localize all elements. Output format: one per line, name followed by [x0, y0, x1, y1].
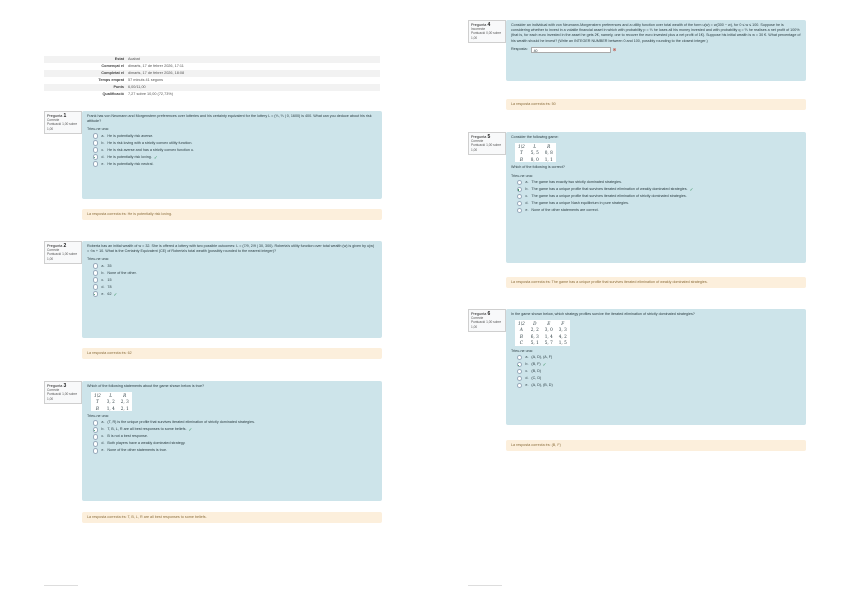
radio-button[interactable] — [517, 194, 522, 199]
answer-option[interactable] — [511, 186, 801, 193]
answer-option[interactable] — [87, 161, 377, 168]
answer-label: Trieu-ne una: — [87, 257, 109, 262]
summary-value: 7,27 sobre 10,00 (72,73%) — [128, 91, 173, 96]
question-info — [468, 309, 506, 332]
option-text: T, B, L, R are all best responses to some beliefs. — [107, 427, 187, 432]
summary-row — [44, 56, 380, 63]
answer-label: Trieu-ne una: — [87, 414, 109, 419]
payoff-row — [515, 339, 570, 345]
radio-button[interactable] — [517, 362, 522, 367]
payoff-header-cell: 1\2 — [518, 143, 525, 149]
option-letter: c. — [101, 277, 105, 282]
answer-option[interactable] — [511, 368, 801, 375]
payoff-header-cell: 1\2 — [94, 392, 101, 398]
radio-selected-dot — [94, 430, 95, 431]
question-feedback: La resposta correcta és: 50 — [506, 99, 806, 110]
payoff-header-cell: F — [561, 320, 565, 326]
option-text: He is risk loving with a strictly convex utility function. — [107, 140, 193, 145]
question-points: Puntuació 1,00 sobre 1,00 — [471, 320, 502, 329]
option-text: Both players have a weakly dominated strategy. — [107, 441, 186, 446]
option-letter: e. — [101, 291, 105, 296]
answer-option[interactable] — [511, 354, 801, 361]
radio-button[interactable] — [93, 427, 98, 432]
option-text: The game has a unique profile that survives iterated elimination of weakly dominated strategies. — [531, 186, 688, 191]
option-letter: d. — [101, 154, 105, 159]
question-info — [468, 20, 506, 43]
option-text: He is potentially risk averse. — [107, 133, 154, 138]
payoff-cell: 3, 0 — [544, 327, 553, 333]
answer-label: Trieu-ne una: — [511, 348, 533, 353]
summary-value: dimarts, 17 de febrer 2026, 18:08 — [126, 70, 380, 77]
radio-selected-dot — [518, 189, 519, 190]
summary-row — [44, 84, 380, 91]
answer-option[interactable] — [87, 147, 377, 154]
question-status: Correcte — [471, 315, 484, 320]
question-prompt: Frank has von Neumann and Morgenstern preferences over lotteries and his certainty equivalent for the lottery L = (⅓, ⅔ | 0, 1600) is 400. What can you deduce about his risk attitude? — [87, 114, 372, 124]
radio-button[interactable] — [93, 291, 98, 296]
option-text: He is risk averse and has a strictly convex function u. — [107, 147, 195, 152]
payoff-header-cell: E — [547, 320, 551, 326]
check-icon: ✓ — [188, 427, 193, 433]
question-feedback: La resposta correcta és: He is potentially risk loving. — [82, 209, 382, 220]
radio-button[interactable] — [93, 420, 98, 425]
question-number-label: Pregunta 2 — [47, 242, 67, 249]
payoff-cell: 3, 2 — [106, 399, 115, 405]
option-text: 15 — [107, 277, 112, 282]
option-text: The game has exactly two strictly dominated strategies. — [531, 179, 622, 184]
radio-button[interactable] — [93, 140, 98, 145]
payoff-row-label: B — [95, 405, 99, 411]
radio-button[interactable] — [517, 369, 522, 374]
answer-option[interactable] — [511, 375, 801, 382]
option-letter: a. — [101, 263, 105, 268]
answer-option[interactable] — [87, 427, 377, 434]
radio-button[interactable] — [93, 441, 98, 446]
radio-button[interactable] — [93, 448, 98, 453]
option-text: None of the other. — [107, 270, 137, 275]
summary-key: Estat — [44, 56, 126, 63]
radio-button[interactable] — [93, 147, 98, 152]
summary-row — [44, 70, 380, 77]
question-status: Incorrecte — [471, 26, 486, 31]
question-number: 3 — [63, 382, 67, 389]
option-text: The game has a unique profile that survives iterated elimination of strictly dominated strategies. — [531, 193, 687, 198]
radio-button[interactable] — [93, 133, 98, 138]
payoff-row-label: T — [519, 150, 523, 156]
summary-value: 6,00/11,00 — [126, 84, 380, 91]
answer-option[interactable] — [511, 382, 801, 389]
option-letter: e. — [525, 207, 529, 212]
radio-selected-dot — [94, 157, 95, 158]
payoff-header-cell: D — [533, 320, 537, 326]
check-icon: ✓ — [153, 154, 158, 160]
question-content — [82, 381, 382, 501]
payoff-row-label: B — [519, 156, 523, 162]
option-text: He is potentially risk neutral. — [107, 161, 154, 166]
option-letter: c. — [525, 193, 529, 198]
question-status: Correcte — [47, 387, 60, 392]
payoff-row-label: A — [519, 327, 523, 333]
payoff-cell: 4, 2 — [558, 333, 567, 339]
payoff-row-label: T — [95, 399, 99, 405]
option-letter: a. — [525, 354, 529, 359]
answer-option[interactable] — [511, 200, 801, 207]
option-text: 62 — [107, 291, 112, 296]
option-letter: e. — [101, 161, 105, 166]
summary-value: 57 minuts 41 segons — [128, 77, 164, 82]
question-status: Correcte — [471, 138, 484, 143]
option-text: He is potentially risk loving. — [107, 154, 152, 159]
question-number: 2 — [63, 242, 67, 249]
summary-value: Acabat — [126, 56, 380, 63]
answer-option[interactable] — [511, 193, 801, 200]
radio-button[interactable] — [93, 263, 98, 268]
question-number-label: Pregunta 4 — [471, 21, 491, 28]
payoff-cell: 1, 1 — [544, 156, 553, 162]
answer-option[interactable] — [87, 277, 377, 284]
payoff-matrix — [515, 320, 570, 346]
payoff-cell: 5, 7 — [544, 339, 553, 345]
summary-key: Completat el — [44, 70, 126, 77]
payoff-cell: 8, 0 — [530, 156, 539, 162]
answer-option[interactable] — [511, 207, 801, 214]
answer-option[interactable] — [87, 263, 377, 270]
question-number-label: Pregunta 3 — [47, 382, 67, 389]
answer-label: Trieu-ne una: — [511, 173, 533, 178]
question-points: Puntuació 1,00 sobre 1,00 — [47, 252, 78, 261]
page-right — [424, 0, 848, 600]
payoff-cell: 5, 1 — [530, 339, 539, 345]
check-icon: ✓ — [689, 186, 694, 192]
payoff-cell: 3, 3 — [558, 327, 567, 333]
answer-option[interactable] — [511, 361, 801, 368]
option-letter: b. — [525, 186, 529, 191]
option-text: (T, R) is the unique profile that survives iterated elimination of strictly dominated strategies. — [107, 420, 255, 425]
answer-option[interactable] — [87, 140, 377, 147]
attempt-summary — [44, 56, 380, 98]
question-prompt: Roberta has an initial wealth of w = 32. She is offered a lottery with two possible outcomes: L = (7/9, 2/9 | 30, 300). Roberta's utility function over total wealth (w) is given by u(w) = √w + 10. What is the Certainty Equivalent (CE) of Roberta's total wealth (possibly rounded to the nearest integer)? — [87, 244, 375, 254]
question-number: 6 — [487, 310, 491, 317]
answer-input[interactable]: 40 — [531, 47, 611, 53]
option-letter: d. — [101, 441, 105, 446]
summary-key: Qualificació — [102, 91, 124, 96]
answer-label: Trieu-ne una: — [87, 127, 109, 132]
check-icon: ✓ — [542, 361, 547, 367]
payoff-row-label: C — [519, 339, 523, 345]
radio-button[interactable] — [93, 161, 98, 166]
payoff-row — [515, 156, 556, 162]
answer-option[interactable] — [87, 270, 377, 277]
radio-button[interactable] — [517, 201, 522, 206]
payoff-header-cell: R — [547, 143, 551, 149]
radio-button[interactable] — [517, 208, 522, 213]
answer-option[interactable] — [87, 291, 377, 298]
question-prompt: Which of the following statements about the game shown below is true? — [87, 384, 205, 388]
payoff-cell: 1, 5 — [558, 339, 567, 345]
payoff-row-label: B — [519, 333, 523, 339]
question-points: Puntuació 1,00 sobre 1,00 — [47, 122, 78, 131]
summary-row — [44, 91, 380, 98]
question-prompt: Consider an individual with von Neumann-Morgenstern preferences and a utility function over total wealth of the form u(w) = w(300 − w), for 0 ≤ w ≤ 100. Suppose he is considering whether to invest in a volatile financial asset in which with probability p = ⅓ he loses all his money invested and with probability q = ⅔ he realises a net profit of 100% (that is, for each euro invested in the asset he gets 2€, namely, one to recover the euro invested plus a net profit of 1€). Suppose his initial wealth is w = 30 €. What percentage of his wealth should he invest? (Write an INTEGER NUMBER between 0 and 100, possibly rounding to the closest integer.) — [511, 23, 801, 43]
answer-option[interactable] — [87, 441, 377, 448]
radio-selected-dot — [518, 365, 519, 366]
question-points: Puntuació 1,00 sobre 1,00 — [47, 392, 78, 401]
option-text: The game has a unique Nash equilibrium in pure strategies. — [531, 200, 629, 205]
option-letter: b. — [101, 140, 105, 145]
option-text: None of the other statements is true. — [107, 448, 168, 453]
option-letter: a. — [525, 179, 529, 184]
question-content — [506, 132, 806, 263]
payoff-matrix — [91, 392, 132, 411]
summary-row — [44, 77, 380, 84]
payoff-cell: 2, 3 — [120, 399, 129, 405]
payoff-cell: 1, 4 — [544, 333, 553, 339]
payoff-cell: 1, 4 — [106, 405, 115, 411]
answer-option[interactable] — [87, 133, 377, 140]
option-letter: c. — [101, 434, 105, 439]
question-number-label: Pregunta 6 — [471, 310, 491, 317]
page-footer-line — [468, 585, 502, 586]
radio-button[interactable] — [93, 154, 98, 159]
option-letter: b. — [101, 270, 105, 275]
payoff-cell: 6, 3 — [530, 333, 539, 339]
payoff-matrix — [515, 143, 556, 162]
question-feedback: La resposta correcta és: T, B, L, R are all best responses to some beliefs. — [82, 512, 382, 523]
summary-key: Començat el — [101, 63, 124, 68]
question-info — [44, 241, 82, 264]
question-info — [44, 381, 82, 404]
question-content — [82, 241, 382, 338]
answer-field-label: Resposta: — [511, 47, 528, 52]
radio-selected-dot — [94, 294, 95, 295]
payoff-row — [515, 150, 556, 156]
question-points: Puntuació 1,00 sobre 1,00 — [471, 143, 502, 152]
option-text: (B, F) — [531, 361, 541, 366]
question-number-label: Pregunta 1 — [47, 112, 67, 119]
option-letter: a. — [101, 133, 105, 138]
summary-value: dimarts, 17 de febrer 2026, 17:11 — [128, 63, 184, 68]
payoff-header-cell: L — [533, 143, 537, 149]
check-icon: ✓ — [113, 291, 118, 297]
answer-row — [511, 47, 801, 53]
radio-button[interactable] — [517, 187, 522, 192]
option-text: None of the other statements are correct. — [531, 207, 599, 212]
payoff-header-cell: R — [123, 392, 127, 398]
question-info — [468, 132, 506, 155]
question-content — [506, 20, 806, 81]
page-footer-line — [44, 585, 78, 586]
option-text: (A, D), (B, D) — [531, 382, 553, 387]
payoff-row — [91, 405, 132, 411]
radio-button[interactable] — [517, 376, 522, 381]
payoff-cell: 2, 1 — [120, 405, 129, 411]
question-points: Puntuació 0,00 sobre 1,00 — [471, 31, 502, 40]
answer-option[interactable] — [511, 179, 801, 186]
question-prompt: In the game shown below, which strategy profiles survive the iterated elimination of strictly dominated strategies? — [511, 312, 695, 316]
question-number: 4 — [487, 21, 491, 28]
payoff-header-cell: 1\2 — [518, 320, 525, 326]
option-letter: c. — [101, 147, 105, 152]
option-text: (A, D), (A, F) — [531, 354, 553, 359]
radio-button[interactable] — [93, 277, 98, 282]
option-text: B is not a best response. — [107, 434, 148, 439]
payoff-header-row — [515, 143, 556, 149]
question-content — [506, 309, 806, 425]
option-letter: d. — [525, 375, 529, 380]
question-status: Correcte — [47, 117, 60, 122]
question-status: Correcte — [47, 247, 60, 252]
option-text: (C, D) — [531, 375, 542, 380]
answer-option[interactable] — [87, 434, 377, 441]
summary-key: Punts — [44, 84, 126, 91]
radio-button[interactable] — [517, 355, 522, 360]
option-text: (B, D) — [531, 368, 542, 373]
option-letter: d. — [525, 200, 529, 205]
answer-option[interactable] — [87, 448, 377, 455]
question-number-label: Pregunta 5 — [471, 133, 491, 140]
radio-button[interactable] — [517, 180, 522, 185]
option-letter: e. — [525, 382, 529, 387]
radio-button[interactable] — [93, 434, 98, 439]
answer-option[interactable] — [87, 284, 377, 291]
payoff-cell: 2, 2 — [530, 327, 539, 333]
payoff-cell: 0, 8 — [544, 150, 553, 156]
question-prompt: Consider the following game: — [511, 135, 559, 139]
payoff-cell: 5, 5 — [530, 150, 539, 156]
summary-key: Temps emprat — [98, 77, 124, 82]
option-text: 35 — [107, 263, 112, 268]
question-feedback: La resposta correcta és: 62 — [82, 348, 382, 359]
incorrect-icon: ⊗ — [612, 47, 617, 53]
question-subprompt: Which of the following is correct? — [511, 165, 565, 170]
question-feedback: La resposta correcta és: (B, F) — [506, 440, 806, 451]
question-info — [44, 111, 82, 134]
option-letter: b. — [101, 427, 105, 432]
answer-option[interactable] — [87, 154, 377, 161]
answer-option[interactable] — [87, 420, 377, 427]
option-letter: c. — [525, 368, 529, 373]
payoff-header-cell: L — [109, 392, 113, 398]
question-number: 5 — [487, 133, 491, 140]
payoff-row — [91, 399, 132, 405]
question-feedback: La resposta correcta és: The game has a unique profile that survives iterated elimination of weakly dominated strategies. — [506, 277, 806, 288]
option-text: 78 — [107, 284, 112, 289]
summary-row — [44, 63, 380, 70]
question-number: 1 — [63, 112, 67, 119]
option-letter: b. — [525, 361, 529, 366]
question-content — [82, 111, 382, 199]
payoff-header-row — [91, 392, 132, 398]
radio-button[interactable] — [93, 284, 98, 289]
option-letter: e. — [101, 448, 105, 453]
radio-button[interactable] — [517, 383, 522, 388]
option-letter: d. — [101, 284, 105, 289]
option-letter: a. — [101, 420, 105, 425]
radio-button[interactable] — [93, 270, 98, 275]
